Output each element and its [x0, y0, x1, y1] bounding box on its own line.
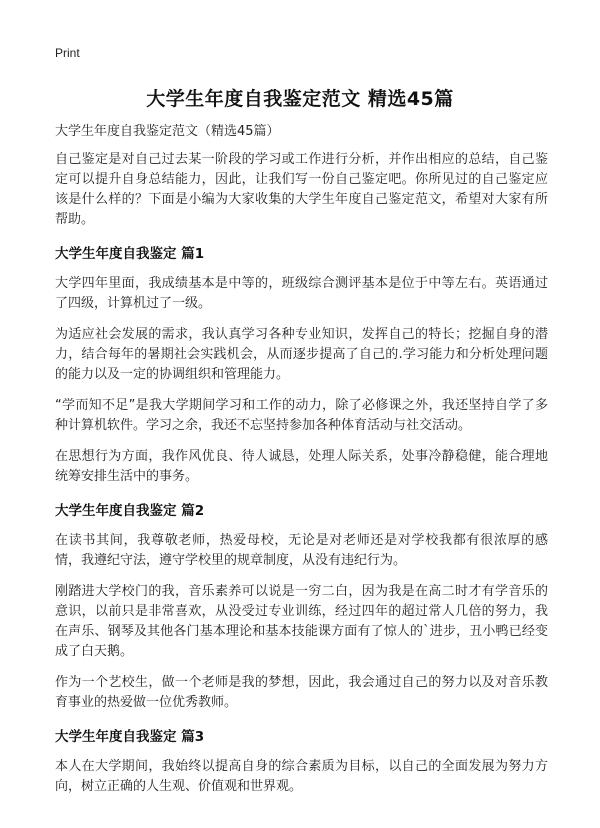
paragraph: 作为一个艺校生，做一个老师是我的梦想，因此，我会通过自己的努力以及对音乐教育事业的热爱做一位优秀教师。 [55, 675, 548, 710]
page-title: 大学生年度自我鉴定范文 精选45篇 [146, 88, 454, 110]
section-3 [55, 727, 548, 797]
document-body [55, 121, 548, 808]
intro-paragraph: 自己鉴定是对自己过去某一阶段的学习或工作进行分析，并作出相应的总结，自己鉴定可以提升自身总结能力，因此，让我们写一份自己鉴定吧。你所见过的自己鉴定应该是什么样的？下面是小编为大家收集的大学生年度自己鉴定范文，希望对大家有所帮助。 [55, 152, 548, 227]
section-1 [55, 244, 548, 487]
section-heading: 大学生年度自我鉴定 篇1 [55, 246, 205, 262]
paragraph: 大学四年里面，我成绩基本是中等的，班级综合测评基本是位于中等左右。英语通过了四级，计算机过了一级。 [55, 276, 548, 311]
paragraph: “学而知不足”是我大学期间学习和工作的动力，除了必修课之外，我还坚持自学了多种计算机软件。学习之余，我还不忘坚持参加各种体育活动与社交活动。 [55, 398, 548, 433]
paragraph: 本人在大学期间，我始终以提高自身的综合素质为目标，以自己的全面发展为努力方向，树立正确的人生观、价值观和世界观。 [55, 759, 548, 794]
paragraph: 在思想行为方面，我作风优良、待人诚恳，处理人际关系，处事冷静稳健，能合理地统筹安排生活中的事务。 [55, 449, 548, 484]
paragraph: 为适应社会发展的需求，我认真学习各种专业知识，发挥自己的特长；挖掘自身的潜力，结合每年的暑期社会实践机会，从而逐步提高了自己的.学习能力和分析处理问题的能力以及一定的协调组织和管理能力。 [55, 327, 548, 382]
paragraph: 在读书其间，我尊敬老师，热爱母校，无论是对老师还是对学校我都有很浓厚的感情，我遵纪守法，遵守学校里的规章制度，从没有违纪行为。 [55, 533, 548, 568]
section-2 [55, 501, 548, 713]
section-heading: 大学生年度自我鉴定 篇2 [55, 503, 205, 519]
section-heading: 大学生年度自我鉴定 篇3 [55, 729, 205, 745]
print-link[interactable]: Print [55, 46, 80, 60]
paragraph: 刚踏进大学校门的我，音乐素养可以说是一穷二白，因为我是在高二时才有学音乐的意识，以前只是非常喜欢，从没受过专业训练，经过四年的超过常人几倍的努力，我在声乐、钢琴及其他各门基本理论和基本技能课方面有了惊人的`进步，丑小鸭已经变成了白天鹅。 [55, 584, 548, 659]
document-subtitle: 大学生年度自我鉴定范文（精选45篇） [55, 124, 280, 139]
